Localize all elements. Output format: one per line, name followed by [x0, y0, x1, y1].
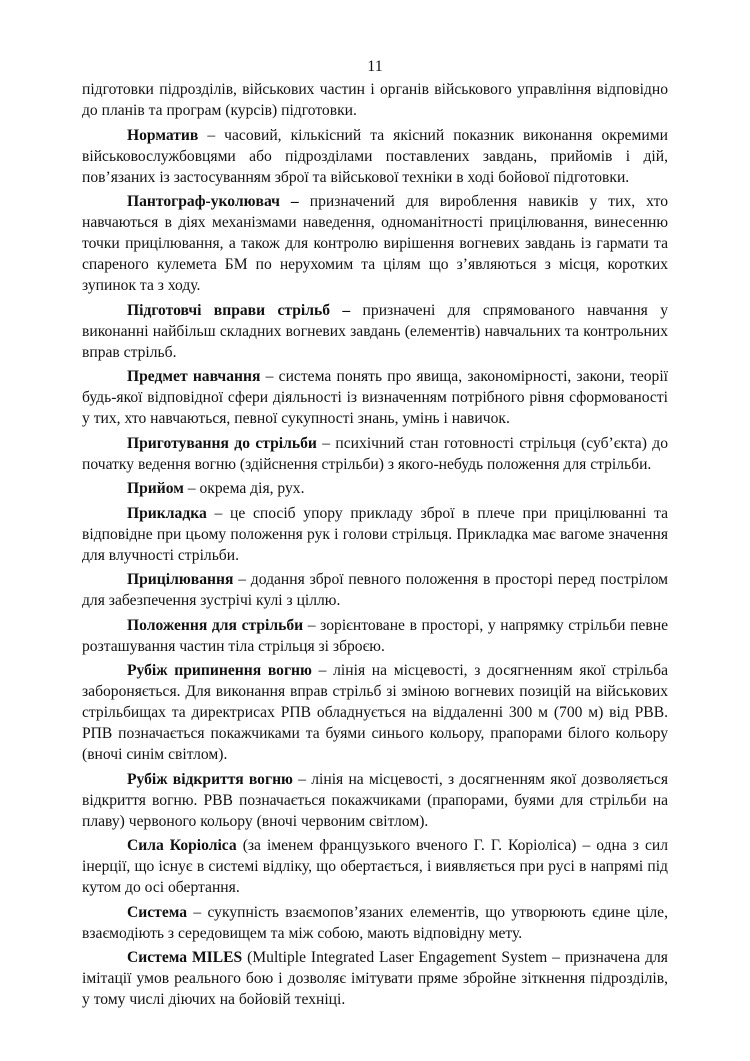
glossary-definition: – додання зброї певного положення в просторі перед пострілом для забезпечення зустрічі кулі з ціллю. [82, 571, 668, 609]
glossary-body [82, 79, 668, 1014]
glossary-term: Рубіж відкриття вогню [127, 770, 293, 788]
glossary-definition: – система понять про явища, закономірності, закони, теорії будь-якої відповідної сфери діяльності із визначенням потрібного рівня сформованості у тих, хто навчаються, певної сукупності знань, умінь і навичок. [82, 368, 668, 427]
glossary-entry-prytsiliuvannia [82, 569, 668, 611]
glossary-entry-rubizh-prypynennia [82, 660, 668, 765]
glossary-term: Приготування до стрільби [127, 434, 317, 452]
glossary-term: Підготовчі вправи стрільб – [127, 301, 351, 319]
glossary-term: Положення для стрільби [127, 616, 304, 634]
glossary-entry-predmet-navchannia [82, 366, 668, 429]
glossary-entry-polozhennia [82, 615, 668, 657]
glossary-term: Сила Коріоліса [127, 837, 237, 854]
glossary-term: Система MILES [127, 949, 243, 966]
glossary-definition: (за іменем французького вченого Г. Г. Коріоліса) – одна з сил інерції, що існує в системі відліку, що обертається, і виявляється при русі в напрямі під кутом до осі обертання. [82, 837, 668, 896]
glossary-definition: – сукупність взаємопов’язаних елементів, що утворюють єдине ціле, взаємодіють з середовищем та між собою, мають відповідну мету. [82, 903, 668, 942]
glossary-term: Прицілювання [127, 571, 234, 588]
glossary-definition: – лінія на місцевості, з досягненням якої стрільба забороняється. Для виконання вправ стрільб зі зміною вогневих позицій на військових стрільбищах та директрисах РПВ обладнується на віддаленні 300 м (700 м) від РВВ. РПВ позначається покажчиками та буями синього кольору, прапорами білого кольору (вночі синім світлом). [82, 662, 668, 763]
glossary-term: Прийом [127, 480, 184, 497]
glossary-entry-pryiom [82, 478, 668, 499]
glossary-term: Система [127, 903, 188, 921]
glossary-definition: призначені для спрямованого навчання у виконанні найбільш складних вогневих завдань (елементів) навчальних та контрольних вправ стрільб. [82, 301, 668, 361]
glossary-term: Предмет навчання [127, 368, 261, 385]
glossary-definition: – психічний стан готовності стрільця (суб’єкта) до початку ведення вогню (здійснення стрільби) з якого-небудь положення для стрільби. [82, 434, 668, 473]
glossary-definition: (Multiple Integrated Laser Engagement System – призначена для імітації умов реального бою і дозволяє імітувати пряме збройне зіткнення підрозділів, у тому числі діючих на бойовій техніці. [82, 949, 668, 1008]
glossary-definition: – окрема дія, рух. [183, 480, 305, 497]
glossary-entry-systema [82, 902, 668, 944]
glossary-definition: призначений для вироблення навиків у тих, хто навчаються в діях механізмами наведення, одноманітності прицілювання, винесенню точки прицілювання, а також для контролю вирішення вогневих завдань із гармати та спареного кулемета БМ по нерухомим та цілям що з’являються з місця, коротких зупинок та з ходу. [82, 193, 668, 294]
glossary-entry-syla-koriolisa [82, 835, 668, 898]
glossary-definition: – зорієнтоване в просторі, у напрямку стрільби певне розташування частин тіла стрільця зі зброєю. [82, 616, 668, 655]
glossary-entry-pidhotovchi-vpravy [82, 300, 668, 363]
glossary-term: Рубіж припинення вогню [127, 662, 312, 679]
glossary-definition: – часовий, кількісний та якісний показник виконання окремими військовослужбовцями або підрозділами поставлених завдань, прийомів і дій, пов’язаних із застосуванням зброї та військової техніки в ході бойової підготовки. [82, 126, 668, 186]
glossary-definition: – це спосіб упору прикладу зброї в плече при прицілюванні та відповідне при цьому положення рук і голови стрільця. Прикладка має вагоме значення для влучності стрільби. [82, 504, 668, 564]
intro-paragraph: підготовки підрозділів, військових частин і органів військового управління відповідно до планів та програм (курсів) підготовки. [82, 81, 668, 119]
page-number: 11 [367, 58, 383, 75]
glossary-entry-prykladka [82, 503, 668, 566]
glossary-entry-pantohraf [82, 191, 668, 296]
glossary-entry-pryhotuvannia [82, 433, 668, 475]
glossary-entry-rubizh-vidkryttia [82, 769, 668, 832]
glossary-entry-systema-miles [82, 947, 668, 1010]
glossary-entry-normatyv [82, 125, 668, 188]
glossary-term: Прикладка [127, 504, 207, 522]
glossary-term: Пантограф-уколювач – [127, 193, 299, 210]
glossary-term: Норматив [127, 126, 199, 144]
glossary-definition: – лінія на місцевості, з досягненням якої дозволяється відкриття вогню. РВВ позначається покажчиками (прапорами, буями для стрільби на плаву) червоного кольору (вночі червоним світлом). [82, 770, 668, 830]
